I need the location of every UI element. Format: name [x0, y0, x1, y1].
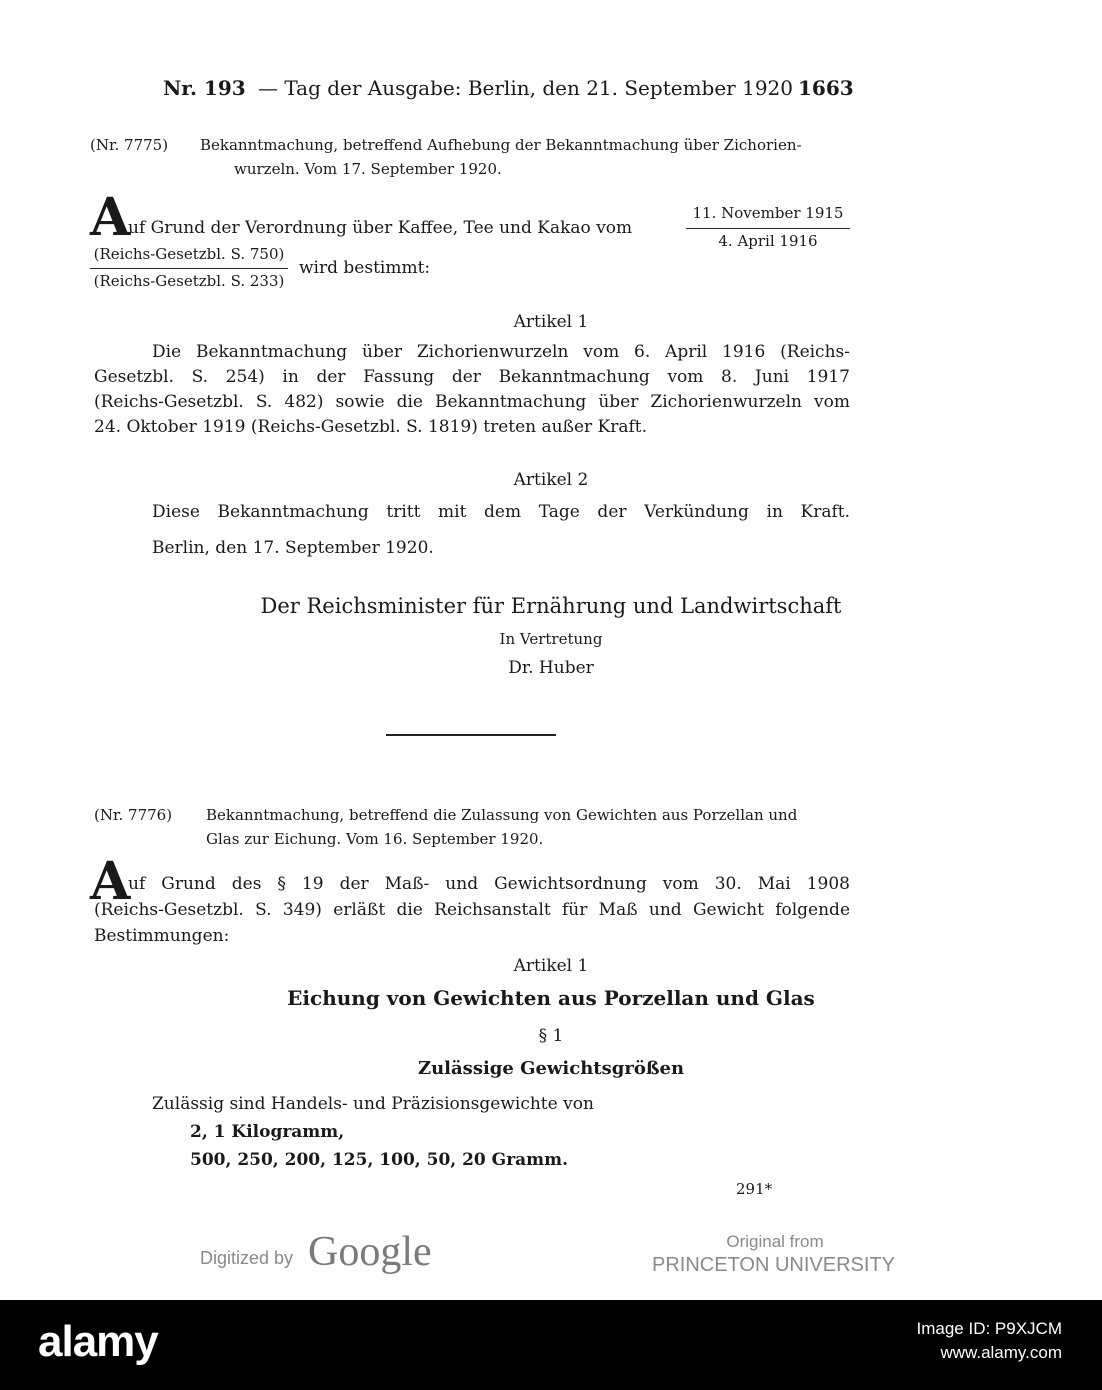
- notice1-ref-numerator: (Reichs-Gesetzbl. S. 750): [93, 245, 285, 263]
- notice1-intro-text: uf Grund der Verordnung über Kaffee, Tee und Kakao vom: [128, 218, 633, 238]
- notice1-article1-heading: Artikel 1: [513, 312, 589, 332]
- page-number: 1663: [798, 76, 854, 100]
- notice2-section-line1: Zulässig sind Handels- und Präzisionsgewichte von: [152, 1094, 594, 1114]
- signatory-title: Der Reichsminister für Ernährung und Landwirtschaft: [260, 594, 842, 618]
- site-url: www.alamy.com: [940, 1343, 1062, 1362]
- google-logo: Google: [308, 1229, 432, 1275]
- notice2-section-title: Zulässige Gewichtsgrößen: [417, 1058, 685, 1079]
- digitized-by-label: Digitized by: [200, 1248, 294, 1268]
- notice1-article1-last-line: 24. Oktober 1919 (Reichs-Gesetzbl. S. 1819) treten außer Kraft.: [94, 417, 648, 437]
- signatory-name: Dr. Huber: [508, 658, 594, 678]
- notice1-date-numerator: 11. November 1915: [692, 204, 844, 222]
- notice1-initial: A: [90, 187, 131, 248]
- notice1-article1-line: Die Bekanntmachung über Zichorienwurzeln vom 6. April 1916 (Reichs-: [152, 342, 850, 362]
- issue-number: Nr. 193: [163, 76, 246, 100]
- notice1-title-line1: Bekanntmachung, betreffend Aufhebung der Bekanntmachung über Zichorien-: [200, 136, 802, 154]
- notice2-section-line2: 2, 1 Kilogramm,: [190, 1122, 345, 1142]
- notice2-title-line2: Glas zur Eichung. Vom 16. September 1920.: [206, 830, 544, 848]
- notice2-article1-title: Eichung von Gewichten aus Porzellan und Glas: [287, 986, 815, 1010]
- notice2-intro-line2: (Reichs-Gesetzbl. S. 349) erläßt die Reichsanstalt für Maß und Gewicht folgende: [94, 900, 850, 920]
- signatory-role: In Vertretung: [499, 630, 603, 648]
- watermark-info: [917, 1317, 1063, 1365]
- section-divider: [386, 734, 556, 736]
- notice1-article1-line: (Reichs-Gesetzbl. S. 482) sowie die Bekanntmachung über Zichorienwurzeln vom: [94, 392, 850, 412]
- notice2-section-line3: 500, 250, 200, 125, 100, 50, 20 Gramm.: [190, 1150, 569, 1170]
- notice2-article1-heading: Artikel 1: [513, 956, 589, 976]
- original-from-label: Original from: [726, 1232, 824, 1251]
- notice1-article2-text: Diese Bekanntmachung tritt mit dem Tage der Verkündung in Kraft.: [152, 502, 850, 522]
- notice1-article2-heading: Artikel 2: [513, 470, 589, 490]
- notice1-article1-line: Gesetzbl. S. 254) in der Fassung der Bekanntmachung vom 8. Juni 1917: [94, 367, 850, 387]
- notice1-title-line2: wurzeln. Vom 17. September 1920.: [234, 160, 502, 178]
- image-id: Image ID: P9XJCM: [916, 1319, 1062, 1338]
- notice2-title-line1: Bekanntmachung, betreffend die Zulassung von Gewichten aus Porzellan und: [206, 806, 798, 824]
- alamy-logo: alamy: [38, 1317, 158, 1366]
- date-fraction-rule: [686, 228, 850, 229]
- notice2-number: (Nr. 7776): [94, 806, 173, 824]
- notice2-intro-line1: uf Grund des § 19 der Maß- und Gewichtsordnung vom 30. Mai 1908: [128, 874, 850, 894]
- notice2-intro-line3: Bestimmungen:: [94, 926, 230, 946]
- notice1-place-date: Berlin, den 17. September 1920.: [152, 538, 434, 558]
- notice1-date-denominator: 4. April 1916: [718, 232, 818, 250]
- notice2-initial: A: [90, 851, 131, 912]
- institution-label: PRINCETON UNIVERSITY: [652, 1254, 895, 1276]
- notice2-section-heading: § 1: [538, 1026, 564, 1046]
- notice1-intro-end: wird bestimmt:: [299, 258, 431, 278]
- signature-mark: 291*: [736, 1180, 773, 1198]
- issue-date: — Tag der Ausgabe: Berlin, den 21. September 1920: [258, 76, 793, 100]
- ref-fraction-rule: [90, 268, 288, 269]
- notice1-ref-denominator: (Reichs-Gesetzbl. S. 233): [93, 272, 285, 290]
- notice1-number: (Nr. 7775): [90, 136, 169, 154]
